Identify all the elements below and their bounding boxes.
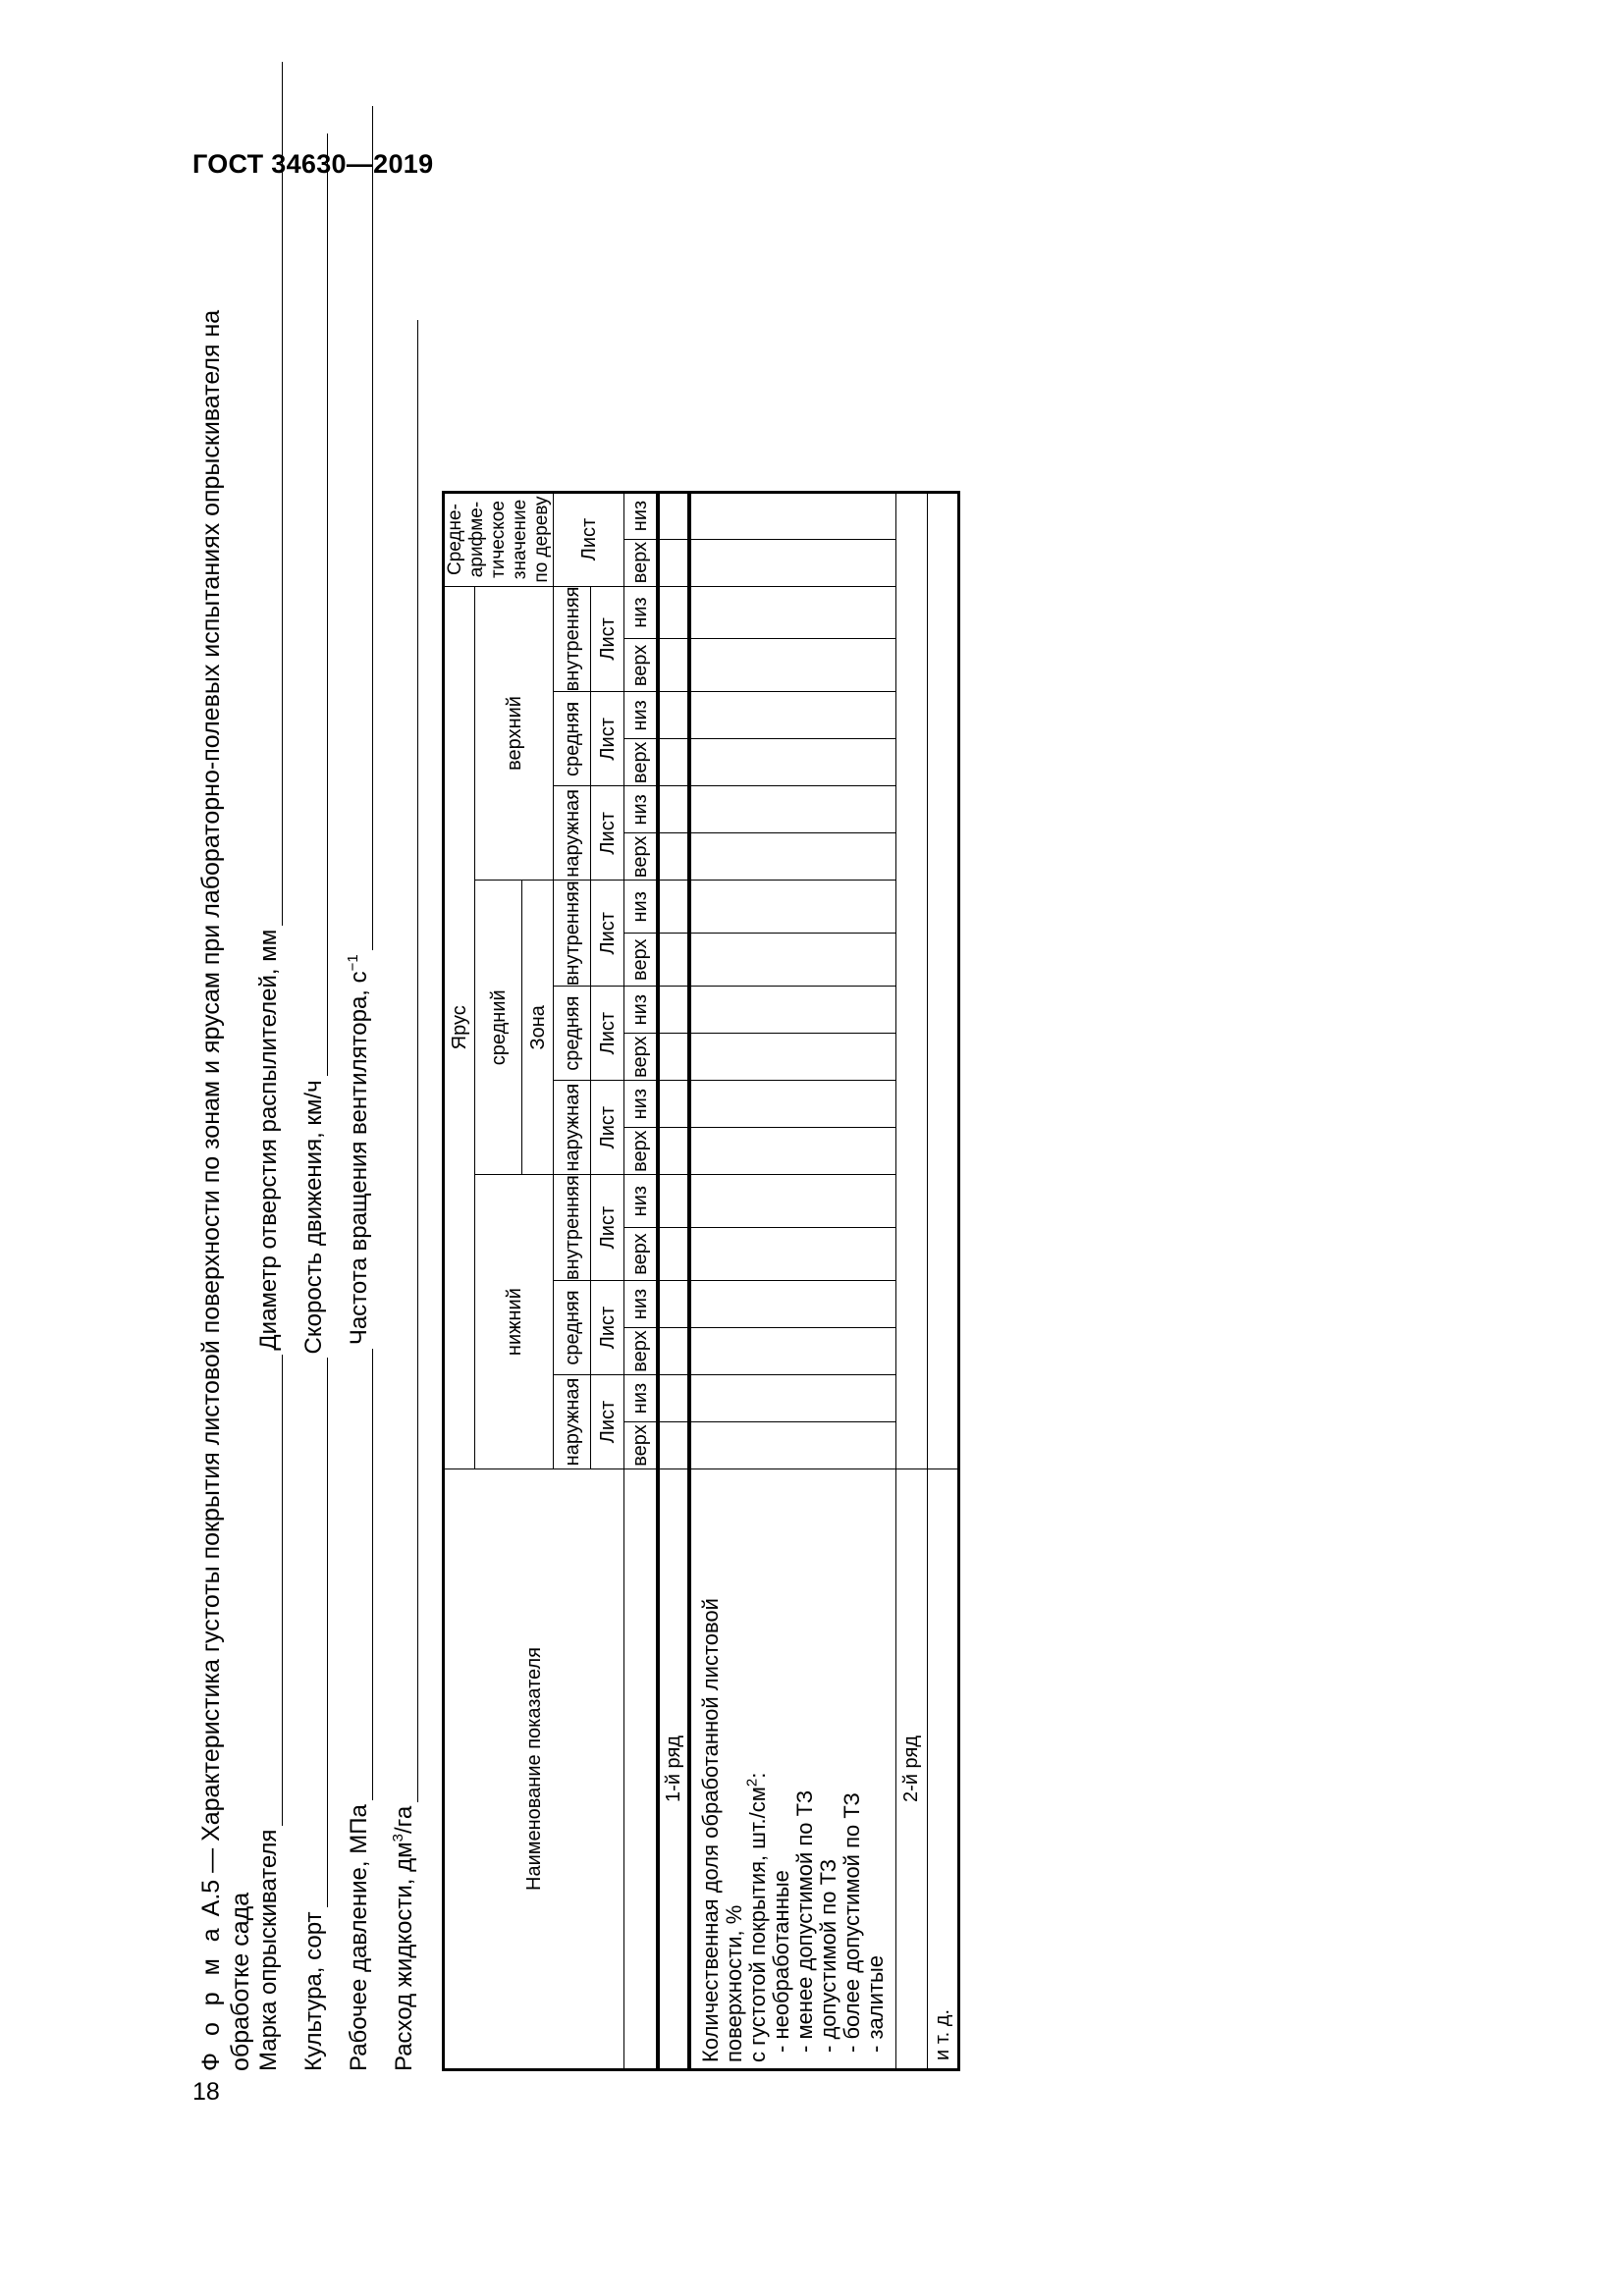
coverage-table bbox=[442, 491, 960, 2071]
bottom-label: низ bbox=[624, 1081, 658, 1128]
top-label: верх bbox=[624, 1422, 658, 1469]
indicator-line: с густотой покрытия, $шт./см^2$: bbox=[743, 1772, 770, 2062]
indicator-line: - необработанные bbox=[768, 1870, 793, 2053]
zone-middle: средняя bbox=[554, 987, 591, 1081]
indicator-line: - более допустимой по ТЗ bbox=[839, 1792, 864, 2053]
top-label: верх bbox=[624, 739, 658, 786]
liquid-rate-label: Расход жидкости, $дм^3/га$ bbox=[390, 1805, 417, 2071]
etc-row bbox=[927, 492, 958, 2069]
top-label: верх bbox=[624, 1328, 658, 1375]
leaf-cell: Лист bbox=[591, 786, 624, 881]
row1-header bbox=[658, 492, 689, 2069]
indicator-line: Количественная доля обработанной листовой поверхности, % bbox=[697, 1598, 746, 2062]
crop-variety-label: Культура, сорт bbox=[300, 1911, 327, 2071]
crop-variety-field bbox=[300, 133, 328, 2071]
leaf-cell: Лист bbox=[591, 586, 624, 692]
top-label: верх bbox=[624, 639, 658, 692]
top-label: верх bbox=[624, 934, 658, 987]
tier-upper: верхний bbox=[475, 586, 554, 881]
leaf-cell: Лист bbox=[591, 692, 624, 786]
indicator-line: - залитые bbox=[862, 1954, 888, 2053]
bottom-label: низ bbox=[624, 586, 658, 639]
zone-outer: наружная bbox=[554, 786, 591, 881]
leaf-cell: Лист bbox=[591, 1375, 624, 1469]
indicator-line: - допустимой по ТЗ bbox=[815, 1858, 840, 2053]
zone-outer: наружная bbox=[554, 1375, 591, 1469]
indicator-header-cell: Наименование показателя bbox=[444, 1469, 624, 2070]
bottom-label: низ bbox=[624, 786, 658, 833]
bottom-label: низ bbox=[624, 987, 658, 1034]
top-label: верх bbox=[624, 1128, 658, 1175]
bottom-label: низ bbox=[624, 881, 658, 934]
zone-outer: наружная bbox=[554, 1081, 591, 1175]
rotated-form-sheet bbox=[196, 226, 1149, 2071]
leaf-cell: Лист bbox=[591, 881, 624, 987]
sprayer-brand-field bbox=[255, 62, 283, 2071]
row1-label: 1-й ряд bbox=[658, 1469, 689, 2070]
bottom-label: низ bbox=[624, 692, 658, 739]
speed-label: Скорость движения, км/ч bbox=[300, 1080, 327, 1355]
etc-label: и т. д. bbox=[927, 1469, 958, 2070]
indicator-row bbox=[689, 492, 896, 2069]
caption-prefix: Ф о р м а bbox=[197, 1923, 225, 2071]
row2-header bbox=[895, 492, 927, 2069]
bottom-label: низ bbox=[624, 1175, 658, 1228]
pressure-field bbox=[346, 106, 373, 2071]
bottom-label: низ bbox=[624, 492, 658, 539]
bottom-label: низ bbox=[624, 1281, 658, 1328]
empty-cell bbox=[624, 1469, 658, 2070]
tier-middle: средний bbox=[475, 881, 522, 1175]
top-label: верх bbox=[624, 1034, 658, 1081]
pressure-label: Рабочее давление, МПа bbox=[346, 1804, 372, 2071]
zone-inner: внутренняя bbox=[554, 586, 591, 692]
parameters-block bbox=[196, 226, 417, 2071]
leaf-cell: Лист bbox=[591, 1281, 624, 1375]
nozzle-diameter-label: Диаметр отверстия распылителей, мм bbox=[255, 929, 282, 1351]
zone-inner: внутренняя bbox=[554, 881, 591, 987]
liquid-rate-field bbox=[391, 320, 418, 2071]
page-number: 18 bbox=[192, 2078, 220, 2106]
leaf-cell: Лист bbox=[554, 492, 624, 586]
top-bottom-row bbox=[624, 492, 658, 2069]
fan-speed-label: Частота вращения вентилятора, $с^{-1}$ bbox=[345, 954, 372, 1346]
zone-middle: средняя bbox=[554, 692, 591, 786]
indicator-cell bbox=[689, 1469, 896, 2070]
zone-inner: внутренняя bbox=[554, 1175, 591, 1281]
tier-lower: нижний bbox=[475, 1175, 554, 1469]
zone-middle: средняя bbox=[554, 1281, 591, 1375]
caption-text: А.5 — Характеристика густоты покрытия листовой поверхности по зонам и ярусам при лабораторно-полевых испытаниях опрыскивателя на обработке сада bbox=[197, 309, 254, 2071]
sprayer-brand-label: Марка опрыскивателя bbox=[255, 1829, 282, 2071]
top-label: верх bbox=[624, 1228, 658, 1281]
top-label: верх bbox=[624, 833, 658, 881]
top-label: верх bbox=[624, 539, 658, 586]
leaf-cell: Лист bbox=[591, 1175, 624, 1281]
standard-code: ГОСТ 34630—2019 bbox=[192, 149, 434, 179]
average-header-cell: Средне-арифме-тическое значение по дереву bbox=[444, 492, 554, 586]
tier-header-cell: Ярус bbox=[444, 586, 475, 1468]
bottom-label: низ bbox=[624, 1375, 658, 1422]
leaf-cell: Лист bbox=[591, 1081, 624, 1175]
zone-header-cell: Зона bbox=[522, 881, 554, 1175]
row2-label: 2-й ряд bbox=[895, 1469, 927, 2070]
leaf-cell: Лист bbox=[591, 987, 624, 1081]
indicator-line: - менее допустимой по ТЗ bbox=[791, 1789, 817, 2053]
